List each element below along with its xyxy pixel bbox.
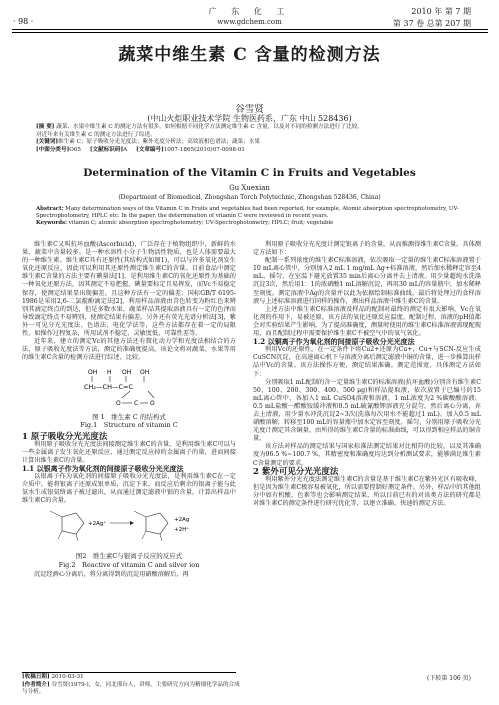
right-paragraph-2: 配制一系列浓度的维生素C标准溶液，依次吸取一定量的维生素C标准溶液置于10 mL离心管中，分别加入2 mL 1 mg/mL Ag+标准溶液，然后加水稀释定容至4 mL，摇匀，在室温下避光放置35 min后离心分离并去上清液。用少量超纯水洗涤沉淀3次，然后用1：1的浓硝酸1 mL溶解沉淀，再用30 mL的容量瓶中，加水稀释至刻度。测定溶液中Ag的含量并以此为依据绘制标准曲线。最后将处理过的食样溶液与上述标准溶液进行同样的操作，测出样品溶液中维生素C的含量。 (253, 257, 481, 305)
volume-info: 第 37 卷 总第 207 期 (392, 19, 471, 28)
intro-paragraph-2: 近年来，建立的测定Vc的其他方法还有微化动力学和光度法相结合的方法、原子吸收光度法等方法，测定的准确度提高。该论文将对蔬菜、水果等用的维生素C含量的检测方法进行综述、比较。 (22, 338, 236, 362)
header-rule (12, 29, 488, 30)
section-1-text: 利用原子吸收分光光度法间接测定维生素C的含量，是利用维生素C可以与一些金属离子发生氧化还原反应，通过测定反应掉的金属离子的量，进而间接计算出维生素C的含量。 (22, 440, 236, 464)
reaction-plus-ag: +2Ag⁺ (88, 521, 107, 528)
right-paragraph-3: 上述方法中维生素C标准溶液及样品的配制对最终的测定有很大影响，Vc在氧化剂的作用下，易被还原。该方法的氧化还原反应温度、配制过程、溶液的pH值都会对实验结果产生影响。为了提高准确度，测量时使用的维生素C标准溶液需现配现用，而且配制过程中需要保护维生素C不被空气中的氧气氧化。 (253, 305, 481, 338)
doc-label: [文献标识码] (89, 146, 124, 153)
abstract-text-2: 对近年来有关维生素 C 的测定方法进行了综述。 (36, 131, 156, 138)
abstract-en (36, 206, 466, 228)
figure-1-caption-zh: 图 1 维生素 C 的结构式 (92, 412, 166, 421)
section-1-1-text: 以银离子作为氧化剂的间接原子吸收分光光度法，是利用维生素C在一定介质中，能将银离子还原成银单质，沉淀下来，而反应后剩余的银离子能与此氨水生成银氨络离子被过滤出，从而通过测定滤液中银的含量，计算出样品中维生素C的含量。 (22, 472, 236, 505)
product-ring (134, 511, 168, 541)
figure-1 (22, 365, 236, 429)
abstract-text: 蔬菜、水果中维生素 C 的测定方法有很多，如何根据不同化学方法测定维生素 C 含量，以及对不同的检测方法进行了比较。 (56, 124, 363, 130)
fig1-h: H (107, 369, 112, 377)
fig1-chain: CH₂—CH—C=C (84, 383, 133, 392)
footnote (22, 674, 242, 697)
continued-note: (下转第 106 页) (427, 675, 471, 682)
right-paragraph-1: 利用原子吸收分光光度计测定银离子的含量，从而推测得维生素C含量。具体测定方法如下： (253, 241, 481, 257)
section-1-2-title: 1.2 以铜离子作为氧化剂的间接原子吸收分光光度法 (253, 337, 415, 347)
left-bottom-text: 沉淀经酒心分离后，将分离得到的沉淀用硝酸溶解后，再 (34, 571, 189, 579)
doc-code: A (123, 146, 128, 153)
bio-label: [作者简介] (22, 681, 50, 688)
footnote-rule (22, 672, 236, 673)
reactant-ring (50, 511, 84, 541)
intro-paragraph-1: 维生素C又叫抗坏血酸(Ascorbicid)，广泛存在于植物组织中，新鲜的水果、蔬菜中含量较多。是一种水溶性小分子生物活性物质，也是人体需要最大的一种维生素。维生素C具有还原性(其结构式如图1)，可以与许多氧化剂发生氧化还原反应，因此可以利用其还原性测定维生素C的含量。目前食品中测定维生素C含量的方法主要有碘量法[1]、是利用维生素C的氧化还原性为基础的一种氧化还原方法，因其测定不易把握，碘量要标定且易挥发，而Vc不易稳定保存，使测定结果显出现偏差，且这种方法有一定的偏差；国标GB/T 6195-1986是采用2,6-二氯靛酚滴定法[2]，利用样品溶液由青色转变为粉红色来辨别其滴定终点的到达，但是多数水果、蔬菜样品其提取溶液具有一定的色泽而导致滴定终点不易辨别，使测定结果有偏差。另外还有荧光光谱分析法[3]，紫外一可见分光光度法、色谱法、电化学法等，这些方法都存在着一定的局限性，如操作过程复杂，所用试剂不稳定，灵敏度低，可靠性差等。 (22, 241, 236, 338)
issue-info (393, 6, 471, 30)
title-zh: 蔬菜中维生素 C 含量的检测方法 (118, 45, 381, 65)
fig1-oh-3: OH (140, 369, 150, 377)
section-1-1-title: 1.1 以银离子作为氧化剂的间接原子吸收分光光度法 (22, 463, 184, 473)
received-label: [收稿日期] (22, 674, 50, 680)
keywords-label: [关键词] (36, 139, 59, 146)
section-2-text: 利用紫外分光光度法测定维生素C的含量是基于维生素C在紫外光区有吸收峰，但是因为维生素C极容易被氧化，所以需要控制好测定条件。另外，样品中的其他组分中如有机酸、色素等也会影响测定结果，所以目前已有的对该类方法的研究都是对维生素C的测定条件进行研究优化等，以建立准确、快速的测定方法。 (253, 475, 481, 507)
header-rule-thin (12, 32, 488, 33)
section-1-2-text: 利用Vc的还原性，在一定条件下将Cu2+还原为Cu+，Cu+与SCN-反应生成CuSCN沉淀，在高速离心机下与溶液分离后测定滤液中铜的含量，进一步推算出样品中Vc的含量。该方法操作方便，测定结果准确。测定范围宽，具体测定方法如下： (253, 346, 481, 378)
received-date: 2010-03-31 (51, 674, 84, 680)
right-paragraph-5: 该方法对样品的测定结果与国家标准法测定结果对比相符的比较，以及其准确度为96.5 %~100.7 %，其精密度和准确度均达到分析测试要求，能够满足维生素C含量测定的要求。 (253, 443, 481, 467)
fig1-o-2: O (150, 400, 155, 408)
abstract-en-label: Abstract: (36, 206, 64, 212)
figure-1-caption-en: Fig.1 Structure of vitamin C (80, 421, 178, 429)
author-bio: 谷雪贤(1979-)，女，河北邢台人，讲师，主要研究方向为精细化学品的合成与分析。 (22, 681, 240, 696)
figure-2-caption-zh: 图2 维生素C与银离子反应的反应式 (75, 552, 183, 561)
article-number: 1007-1865(2010)07-0098-01 (163, 146, 245, 153)
affiliation-zh: (中山火炬职业技术学院 生物医药系，广东 中山 528436) (147, 114, 352, 123)
journal-name: 广 东 化 工 (208, 7, 291, 16)
reaction-plus-h: +2H⁺ (174, 527, 190, 534)
vitamin-c-structure (22, 365, 236, 409)
abstract-en-text: Many determination ways of the Vitamin C in Fruits and vegetables had been reported, for example, Atomic absorption spectrophotometry, UV-Spectrophotometry, HPLC etc. In the paper, the determination of vitamin C were reviewed in recent years. (36, 206, 459, 220)
cls-label: [中图分类号] (36, 146, 70, 153)
keywords-zh: 维生素 C；原子吸收分光光度法；紫外光度分析法；高效液相色谱法；蔬菜；水果 (58, 139, 260, 146)
author-zh: 谷雪贤 (235, 104, 264, 115)
journal-url: www.gdchem.com (217, 18, 282, 26)
keywords-en: vitamin C; atomic absorption spectrophotometry; UV-Spectrophotometry; HPLC; fruit; vegetable (68, 220, 334, 227)
fig1-o-1: O (116, 400, 121, 408)
affiliation-en: (Department of Biomedical, Zhongshan Torch Polytechnic, Zhongshan 528436, China) (118, 194, 381, 201)
right-paragraph-4: 分别吸取1 mL配制的含一定量维生素C的标准溶液(抗坏血酸)分别含有维生素C 50、100、200、300、400、500 μg)和样品提取液，依次放置于已编号的15 mL离心管中，各加入1 mL CuSO4溶液和溶液，1 mL浓度为2 %碳酸酸溶液、0.5 mL盐酸一醋酸铵缓冲液和0.5 mL硫氰酸钾溶液充分混匀，然后离心分离，弃去上清液，用少量水冲洗沉淀2~3次(洗涤每次用水不能超过1 mL)，加入0.5 mL硝酸溶解，转移至100 mL的容量瓶中加水定容至刻度。摇匀，分别用原子吸收分光光度计测定其含铜量，由所得的维生素C含量的标准曲线，可以得到相应样品的铜含量。 (253, 378, 481, 443)
fig1-oh-1: OH (88, 369, 98, 377)
figure-2-caption-en: Fig.2 Reactive of vitamin C and silver ion (58, 560, 200, 569)
reaction-scheme (22, 507, 236, 549)
section-2-title: 2 紫外可见分光光度法 (253, 466, 339, 477)
left-column (22, 241, 236, 580)
section-1-title: 1 原子吸收分光光度法 (22, 431, 108, 442)
right-column (253, 241, 481, 508)
page-number: · 98 · (13, 17, 34, 26)
cls-code: O65 (69, 146, 81, 153)
author-en: Gu Xuexian (229, 184, 270, 192)
fig1-c: C (134, 400, 139, 408)
fig1-oh-2: OH (122, 369, 132, 377)
year-issue: 2010 年 第 7 期 (411, 7, 471, 16)
reaction-plus-ag-solid: +2Ag (174, 517, 190, 524)
abstract-label: [摘 要] (36, 124, 55, 130)
figure-2 (22, 507, 236, 569)
keywords-en-label: Keywords: (36, 220, 67, 227)
title-en: Determination of the Vitamin C in Fruits and Vegetables (83, 167, 416, 179)
abstract-zh (36, 124, 464, 154)
article-label: [文章编号] (136, 146, 164, 153)
